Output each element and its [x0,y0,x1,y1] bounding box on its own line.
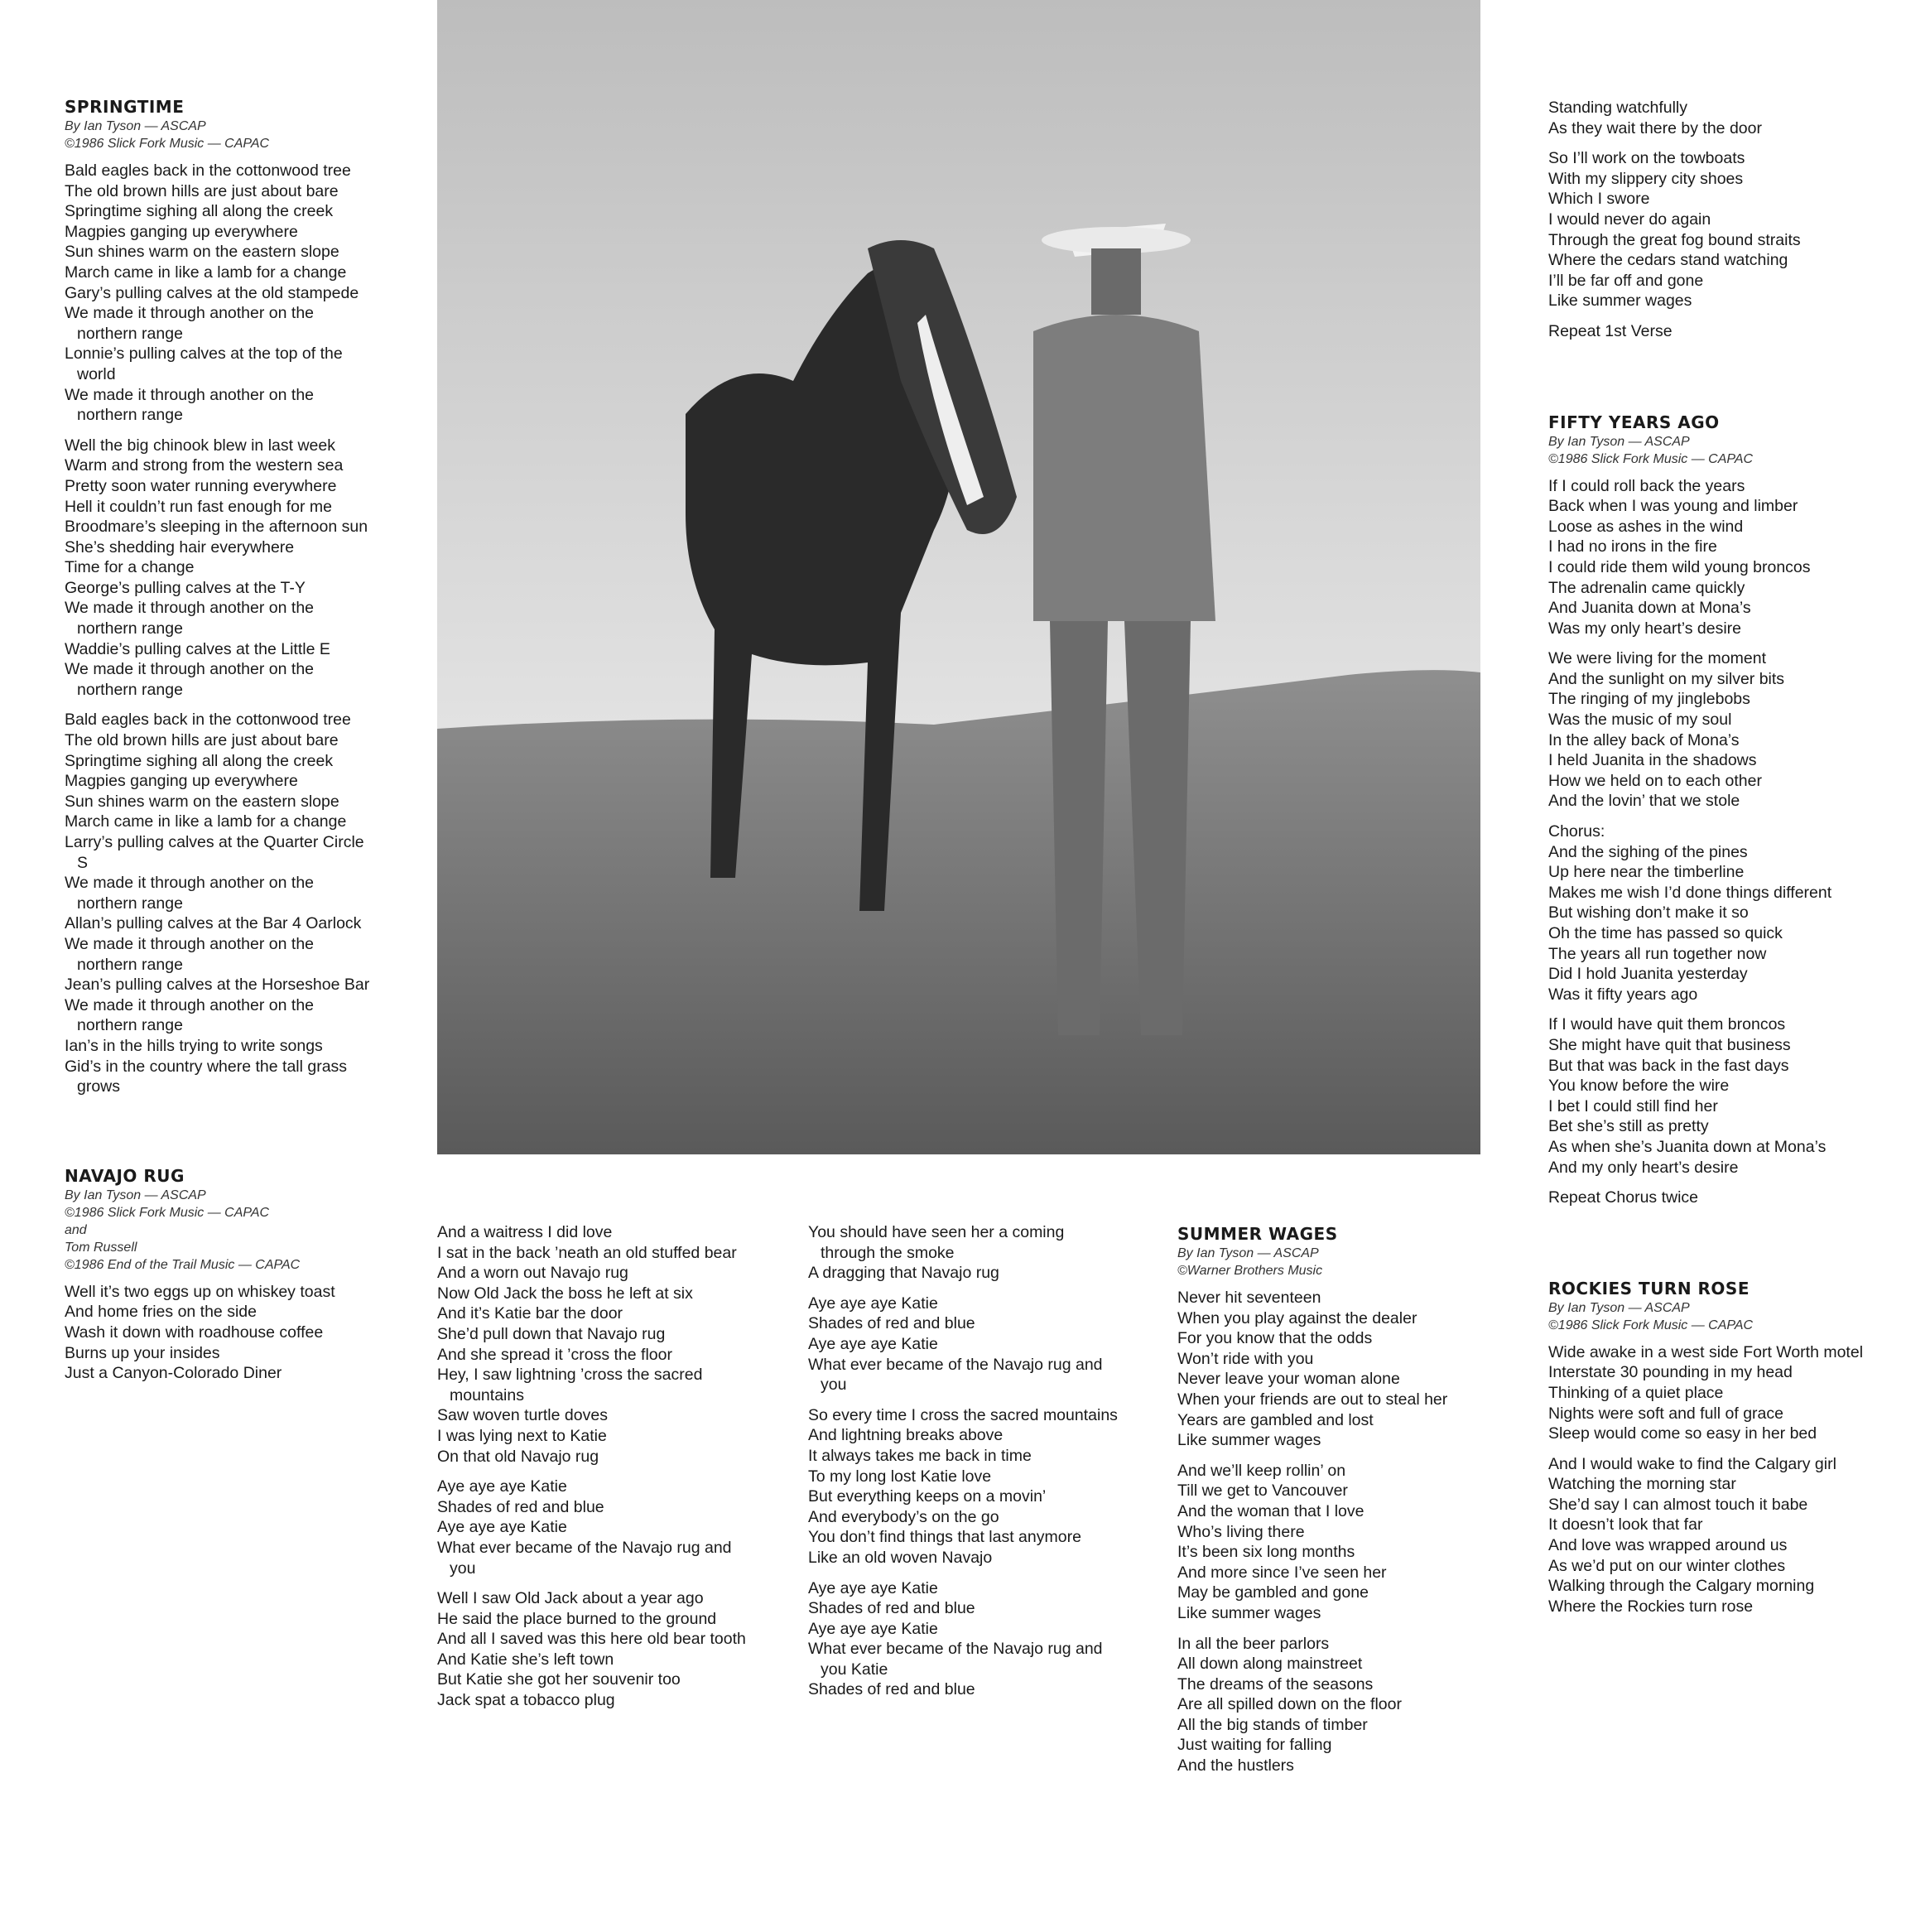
lyric-line: Well the big chinook blew in last week [65,436,335,455]
lyric-line: I held Juanita in the shadows [1548,751,1757,770]
column-3 [808,1222,1123,1710]
lyric-line: Time for a change [65,558,195,577]
lyric-line: She’s shedding hair everywhere [65,537,295,556]
lyric-line: With my slippery city shoes [1548,169,1744,188]
lyric-line: Lonnie’s pulling calves at the top of the world [65,344,343,383]
stanza [808,1405,1123,1568]
song-springtime [65,96,371,1097]
lyric-line: Was the music of my soul [1548,711,1732,730]
lyric-line: I’ll be far off and gone [1548,271,1704,290]
credit-line: ©Warner Brothers Music [1177,1264,1323,1278]
lyric-line: We made it through another on the northern range [65,934,315,974]
lyric-line: And it’s Katie bar the door [437,1304,623,1323]
song-navajo-rug [65,1165,371,1384]
stanza [1548,476,1880,639]
lyric-line: I could ride them wild young broncos [1548,557,1811,576]
song-title: SPRINGTIME [65,97,185,117]
lyric-line: Warm and strong from the western sea [65,456,344,475]
lyric-line: He said the place burned to the ground [437,1609,717,1628]
lyric-line: Who’s living there [1177,1522,1305,1541]
credit-line: By Ian Tyson — ASCAP [65,1188,206,1202]
lyric-line: March came in like a lamb for a change [65,263,347,282]
lyric-line: Standing watchfully [1548,99,1688,117]
lyric-line: And lightning breaks above [808,1426,1004,1445]
stanza [808,1294,1123,1395]
lyric-line: March came in like a lamb for a change [65,812,347,831]
lyric-line: Which I swore [1548,190,1650,209]
lyric-line: Through the great fog bound straits [1548,230,1801,249]
lyric-line: Just waiting for falling [1177,1736,1332,1755]
lyric-line: Bet she’s still as pretty [1548,1117,1709,1136]
lyric-line: As they wait there by the door [1548,118,1762,137]
stanza [437,1477,752,1578]
lyric-line: For you know that the odds [1177,1329,1373,1348]
lyric-line: Won’t ride with you [1177,1349,1314,1368]
lyric-line: But everything keeps on a movin’ [808,1487,1047,1506]
stanza [437,1222,752,1467]
lyric-line: But Katie she got her souvenir too [437,1670,681,1689]
lyric-line: Nights were soft and full of grace [1548,1404,1783,1423]
lyric-line: What ever became of the Navajo rug and you [437,1538,732,1578]
lyric-line: I sat in the back ’neath an old stuffed bear [437,1243,737,1262]
lyric-line: Magpies ganging up everywhere [65,772,298,791]
lyric-line: Bald eagles back in the cottonwood tree [65,161,351,180]
lyric-line: Hell it couldn’t run fast enough for me [65,497,333,516]
lyric-line: So I’ll work on the towboats [1548,149,1745,168]
lyric-line: Allan’s pulling calves at the Bar 4 Oarlock [65,914,362,933]
lyric-line: Ian’s in the hills trying to write songs [65,1036,323,1055]
lyric-line: Was it fifty years ago [1548,985,1698,1004]
lyric-line: She’d pull down that Navajo rug [437,1324,666,1343]
lyric-line: Now Old Jack the boss he left at six [437,1284,693,1303]
lyric-line: And the sunlight on my silver bits [1548,669,1785,688]
column-5 [1548,98,1880,1626]
lyric-line: As we’d put on our winter clothes [1548,1556,1786,1575]
lyric-line: We made it through another on the northern range [65,304,315,343]
lyric-line: So every time I cross the sacred mountains [808,1405,1118,1424]
stanza [65,436,371,701]
song-title: SUMMER WAGES [1177,1224,1338,1244]
cowboy-with-horse-photo [437,0,1480,1154]
credit-line: By Ian Tyson — ASCAP [1177,1246,1319,1260]
lyric-line: But wishing don’t make it so [1548,903,1749,923]
credits [1548,1299,1880,1334]
lyric-line: Chorus: [1548,822,1605,841]
lyric-line: What ever became of the Navajo rug and you [808,1355,1103,1395]
stanza [1548,1454,1880,1617]
lyric-line: In the alley back of Mona’s [1548,730,1740,749]
lyric-line: Sun shines warm on the eastern slope [65,243,339,262]
lyric-line: Oh the time has passed so quick [1548,924,1783,942]
song-summer-wages [1177,1223,1492,1776]
lyric-line: Did I hold Juanita yesterday [1548,965,1748,984]
lyric-line: Years are gambled and lost [1177,1410,1374,1429]
lyric-line: Wide awake in a west side Fort Worth motel [1548,1342,1864,1361]
song-title: FIFTY YEARS AGO [1548,412,1720,432]
lyric-line: Just a Canyon-Colorado Diner [65,1364,282,1383]
lyric-line: You know before the wire [1548,1077,1730,1096]
lyric-line: Till we get to Vancouver [1177,1482,1348,1501]
lyric-line: Hey, I saw lightning ’cross the sacred mountains [437,1366,703,1404]
credit-line: and [65,1222,87,1237]
credit-line: ©1986 Slick Fork Music — CAPAC [65,137,270,151]
stanza [808,1578,1123,1701]
lyric-line: And Juanita down at Mona’s [1548,599,1751,618]
credit-line: ©1986 Slick Fork Music — CAPAC [1548,451,1754,466]
column-4 [1177,1223,1492,1786]
lyric-line: Burns up your insides [65,1343,220,1362]
lyric-line: I would never do again [1548,210,1711,229]
lyric-line: She might have quit that business [1548,1035,1791,1054]
lyric-line: And love was wrapped around us [1548,1536,1788,1555]
column-2 [437,1222,752,1721]
lyric-line: Pretty soon water running everywhere [65,476,337,495]
lyric-line: Jean’s pulling calves at the Horseshoe Bar [65,976,370,995]
credit-line: ©1986 Slick Fork Music — CAPAC [65,1205,270,1220]
lyric-line: Bald eagles back in the cottonwood tree [65,711,351,730]
lyric-line: I was lying next to Katie [437,1426,607,1445]
credits [65,1187,371,1274]
lyric-line: Aye aye aye Katie [808,1294,938,1313]
lyric-line: Loose as ashes in the wind [1548,517,1744,536]
credit-line: By Ian Tyson — ASCAP [1548,434,1690,449]
lyric-line: What ever became of the Navajo rug and you Katie [808,1640,1103,1679]
lyric-line: All the big stands of timber [1177,1715,1368,1734]
stanza [65,1282,371,1384]
lyric-line: Aye aye aye Katie [437,1477,567,1496]
lyric-line: And everybody’s on the go [808,1507,999,1526]
lyric-line: Waddie’s pulling calves at the Little E [65,639,330,658]
credit-line: ©1986 End of the Trail Music — CAPAC [65,1257,301,1272]
lyric-line: Back when I was young and limber [1548,497,1798,516]
lyric-line: The adrenalin came quickly [1548,578,1745,597]
lyric-line: We were living for the moment [1548,649,1766,668]
lyric-line: In all the beer parlors [1177,1634,1330,1653]
lyric-line: If I could roll back the years [1548,476,1745,495]
song-title: ROCKIES TURN ROSE [1548,1278,1750,1298]
lyric-line: Well it’s two eggs up on whiskey toast [65,1282,335,1301]
lyric-line: Like summer wages [1177,1431,1321,1450]
lyric-line: May be gambled and gone [1177,1583,1369,1602]
lyric-line: Aye aye aye Katie [808,1619,938,1638]
lyrics [65,161,371,1097]
lyric-line: Saw woven turtle doves [437,1406,608,1425]
lyric-line: And more since I’ve seen her [1177,1563,1387,1582]
lyric-line: The years all run together now [1548,944,1767,963]
lyric-line: Like summer wages [1548,291,1692,311]
lyric-line: We made it through another on the northern range [65,995,315,1035]
lyrics [808,1222,1123,1700]
lyric-line: It doesn’t look that far [1548,1515,1703,1535]
lyric-line: George’s pulling calves at the T-Y [65,578,306,597]
stanza [1177,1634,1492,1776]
lyric-line: Springtime sighing all along the creek [65,202,334,221]
lyric-line: And the hustlers [1177,1756,1294,1775]
lyric-line: A dragging that Navajo rug [808,1264,999,1283]
lyric-line: Never leave your woman alone [1177,1370,1400,1389]
lyric-line: She’d say I can almost touch it babe [1548,1495,1808,1514]
stanza [1548,648,1880,812]
lyrics [65,1282,371,1384]
lyric-line: Springtime sighing all along the creek [65,751,334,770]
lyric-line: Thinking of a quiet place [1548,1383,1724,1402]
lyric-line: And a waitress I did love [437,1223,613,1241]
stanza [65,710,371,1096]
lyric-line: Broodmare’s sleeping in the afternoon sun [65,518,368,537]
credit-line: By Ian Tyson — ASCAP [1548,1300,1690,1315]
lyric-line: And a worn out Navajo rug [437,1264,628,1283]
lyric-line: The old brown hills are just about bare [65,181,339,200]
lyric-line: Was my only heart’s desire [1548,619,1742,638]
lyrics [1548,1342,1880,1617]
lyric-line: Wash it down with roadhouse coffee [65,1323,324,1342]
credits [65,118,371,152]
lyric-line: When you play against the dealer [1177,1308,1417,1327]
lyric-line: I had no irons in the fire [1548,537,1717,556]
stanza [65,161,371,426]
stanza [1177,1288,1492,1451]
lyric-line: I bet I could still find her [1548,1096,1718,1115]
lyric-line: You should have seen her a coming through the smoke [808,1223,1065,1262]
lyrics [1177,1288,1492,1776]
lyric-line: When your friends are out to steal her [1177,1390,1448,1409]
lyric-line: Are all spilled down on the floor [1177,1695,1402,1714]
lyrics [437,1222,752,1711]
lyric-line: Where the cedars stand watching [1548,251,1788,270]
lyric-line: Shades of red and blue [437,1497,604,1516]
song-title: NAVAJO RUG [65,1165,185,1186]
lyric-line: On that old Navajo rug [437,1447,599,1466]
lyric-line: Where the Rockies turn rose [1548,1597,1754,1616]
lyric-line: To my long lost Katie love [808,1467,992,1486]
stanza [808,1222,1123,1284]
lyric-line: Shades of red and blue [808,1314,975,1333]
lyric-line: Gid’s in the country where the tall grass grows [65,1057,348,1096]
lyric-line: Watching the morning star [1548,1475,1736,1494]
lyric-line: We made it through another on the northern range [65,599,315,638]
lyric-line: Magpies ganging up everywhere [65,222,298,241]
lyric-line: Jack spat a tobacco plug [437,1691,615,1710]
song-fifty-years-ago [1548,412,1880,1208]
lyric-line: And the woman that I love [1177,1501,1365,1520]
lyric-line: Makes me wish I’d done things different [1548,883,1832,902]
credits [1548,433,1880,468]
stanza [1548,98,1880,138]
credit-line: By Ian Tyson — ASCAP [65,119,206,133]
lyric-line: The ringing of my jinglebobs [1548,690,1750,709]
lyric-line: Up here near the timberline [1548,863,1745,882]
lyric-line: You don’t find things that last anymore [808,1528,1081,1547]
lyric-line: How we held on to each other [1548,771,1762,790]
stanza [1548,148,1880,311]
lyric-line: If I would have quit them broncos [1548,1015,1786,1034]
lyric-line: Sun shines warm on the eastern slope [65,792,339,811]
lyric-line: Shades of red and blue [808,1680,975,1699]
lyric-line: Aye aye aye Katie [437,1518,567,1537]
lyric-line: And I would wake to find the Calgary girl [1548,1454,1836,1473]
credit-line: Tom Russell [65,1240,137,1255]
summer-wages-continued [1548,98,1880,342]
lyric-line: Larry’s pulling calves at the Quarter Circle S [65,833,364,872]
credits [1177,1245,1492,1279]
lyric-line: Aye aye aye Katie [808,1334,938,1353]
lyric-line: Gary’s pulling calves at the old stampede [65,283,359,302]
lyric-line: And all I saved was this here old bear tooth [437,1630,746,1649]
lyric-line: And Katie she’s left town [437,1650,614,1669]
lyric-line: Like summer wages [1177,1603,1321,1622]
lyric-line: The dreams of the seasons [1177,1674,1374,1694]
lyric-line: We made it through another on the northern range [65,660,315,699]
lyric-line: And we’ll keep rollin’ on [1177,1461,1346,1480]
lyric-line: Walking through the Calgary morning [1548,1577,1815,1596]
lyric-line: Like an old woven Navajo [808,1548,993,1567]
column-1 [65,96,371,1394]
lyric-line: And she spread it ’cross the floor [437,1345,672,1364]
stanza [437,1588,752,1711]
lyric-line: As when she’s Juanita down at Mona’s [1548,1137,1827,1156]
lyric-line: Interstate 30 pounding in my head [1548,1363,1793,1382]
lyric-line: Sleep would come so easy in her bed [1548,1424,1817,1443]
lyric-line: And home fries on the side [65,1303,257,1322]
lyrics [1548,476,1880,1178]
lyric-line: And the lovin’ that we stole [1548,792,1740,811]
lyric-line: Aye aye aye Katie [808,1578,938,1597]
lyrics [1548,98,1880,311]
lyric-line: We made it through another on the northern range [65,874,315,913]
stanza [1548,821,1880,1005]
lyric-line: It always takes me back in time [808,1446,1032,1465]
repeat-note: Repeat Chorus twice [1548,1188,1699,1207]
lyric-line: We made it through another on the northern range [65,385,315,425]
song-rockies-turn-rose [1548,1278,1880,1617]
lyric-line: Never hit seventeen [1177,1289,1321,1307]
lyric-line: Shades of red and blue [808,1599,975,1618]
repeat-note: Repeat 1st Verse [1548,321,1673,340]
stanza [1548,1014,1880,1178]
lyric-line: And the sighing of the pines [1548,842,1748,861]
lyric-line: Well I saw Old Jack about a year ago [437,1589,704,1608]
lyric-line: The old brown hills are just about bare [65,731,339,750]
stanza [1548,1342,1880,1444]
credit-line: ©1986 Slick Fork Music — CAPAC [1548,1318,1754,1332]
stanza [1177,1461,1492,1624]
lyric-line: It’s been six long months [1177,1543,1355,1562]
photo-illustration [437,0,1480,1154]
lyric-line: And my only heart’s desire [1548,1158,1739,1177]
lyric-line: But that was back in the fast days [1548,1056,1789,1075]
lyric-line: All down along mainstreet [1177,1655,1363,1674]
